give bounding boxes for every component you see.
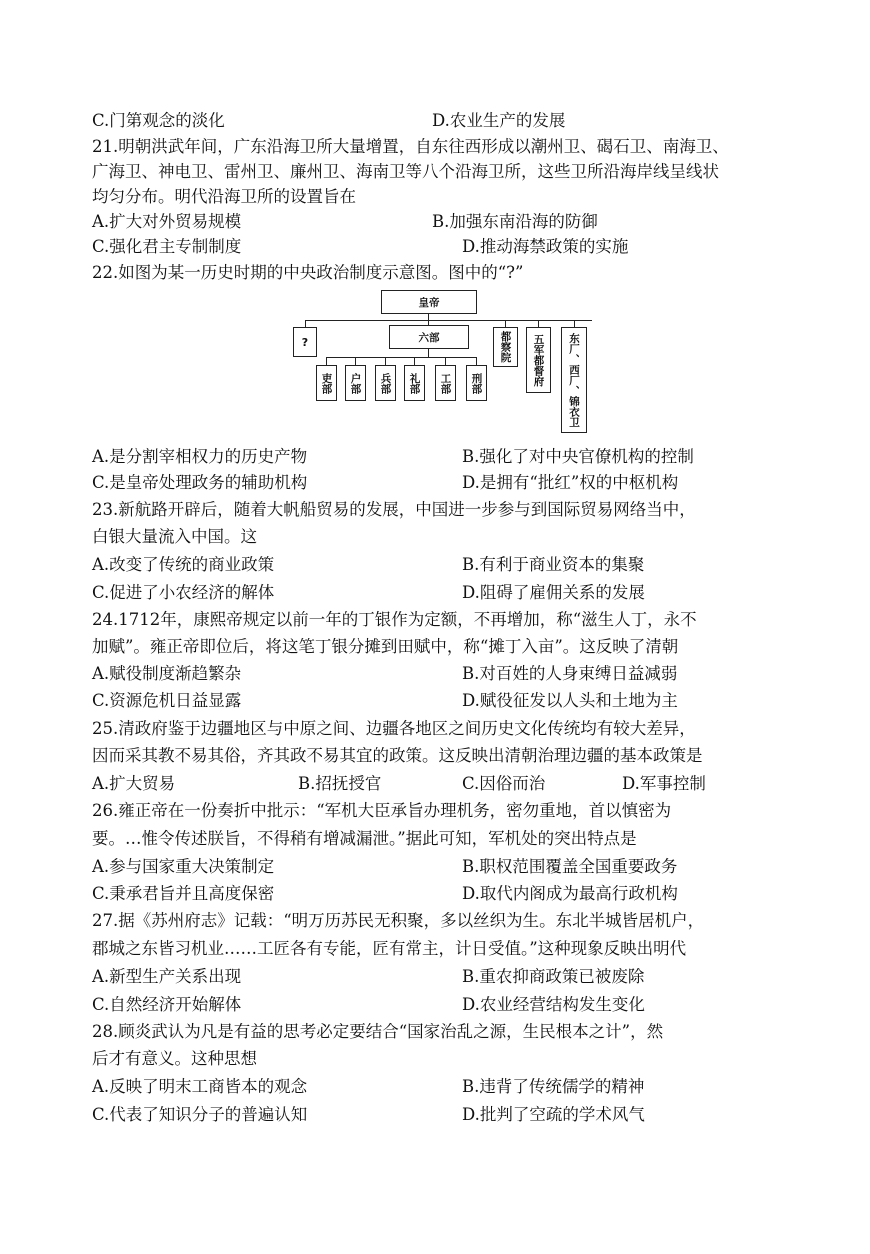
question-25: 25.清政府鉴于边疆地区与中原之间、边疆各地区之间历史文化传统均有较大差异， — [92, 719, 696, 738]
connector — [538, 320, 539, 327]
connector — [445, 357, 446, 365]
question-26: 26.雍正帝在一份奏折中批示：“军机大臣承旨办理机务，密勿重地，首以慎密为 — [92, 801, 672, 820]
text-line: 白银大量流入中国。这 — [92, 527, 257, 546]
emperor-box: 皇帝 — [381, 290, 477, 314]
option: C.促进了小农经济的解体 — [92, 583, 275, 602]
option: A.新型生产关系出现 — [92, 967, 242, 986]
ministry-box: 工部 — [435, 365, 456, 401]
option: D.农业经营结构发生变化 — [462, 995, 645, 1014]
option: C.资源危机日益显露 — [92, 691, 242, 710]
six-ministries-box: 六部 — [389, 325, 469, 349]
wujun-box: 五军都督府 — [526, 327, 551, 393]
option: B.加强东南沿海的防御 — [432, 212, 598, 231]
option: C.代表了知识分子的普遍认知 — [92, 1105, 308, 1124]
text-line: 广海卫、神电卫、雷州卫、廉州卫、海南卫等八个沿海卫所，这些卫所沿海岸线呈线状 — [92, 162, 719, 181]
connector — [305, 320, 306, 327]
text-line: 加赋”。雍正帝即位后，将这笔丁银分摊到田赋中，称“摊丁入亩”。这反映了清朝 — [92, 637, 679, 656]
question-21: 21.明朝洪武年间，广东沿海卫所大量增置，自东往西形成以潮州卫、碣石卫、南海卫、 — [92, 137, 729, 156]
text-line: C.门第观念的淡化 — [92, 111, 225, 130]
changwei-box: 东厂、西厂、锦衣卫 — [561, 327, 587, 433]
question-24: 24.1712年，康熙帝规定以前一年的丁银作为定额，不再增加，称“滋生人丁，永不 — [92, 610, 697, 629]
option: A.是分割宰相权力的历史产物 — [92, 447, 308, 466]
connector — [305, 320, 592, 321]
ministry-box: 吏部 — [316, 365, 337, 401]
connector — [355, 357, 356, 365]
option: B.招抚授官 — [298, 774, 382, 793]
option: C.秉承君旨并且高度保密 — [92, 884, 275, 903]
option: A.参与国家重大决策制定 — [92, 857, 275, 876]
option: A.扩大贸易 — [92, 774, 176, 793]
option: B.对百姓的人身束缚日益减弱 — [462, 664, 678, 683]
unknown-box: ? — [293, 327, 317, 357]
text-line: 要。…惟令传述朕旨，不得稍有增减漏泄。”据此可知，军机处的突出特点是 — [92, 829, 637, 848]
option: C.因俗而治 — [462, 774, 546, 793]
text-line: 后才有意义。这种思想 — [92, 1049, 257, 1068]
option: C.自然经济开始解体 — [92, 995, 242, 1014]
option: C.强化君主专制制度 — [92, 237, 242, 256]
option: D.阻碍了雇佣关系的发展 — [462, 583, 645, 602]
option: B.有利于商业资本的集聚 — [462, 555, 645, 574]
option: B.违背了传统儒学的精神 — [462, 1077, 645, 1096]
connector — [326, 357, 327, 365]
option: D.取代内阁成为最高行政机构 — [462, 884, 678, 903]
option: A.扩大对外贸易规模 — [92, 212, 242, 231]
text-line: 郡城之东皆习机业……工匠各有专能，匠有常主，计日受值。”这种现象反映出明代 — [92, 939, 687, 958]
political-system-diagram — [285, 288, 595, 438]
question-23: 23.新航路开辟后，随着大帆船贸易的发展，中国进一步参与到国际贸易网络当中， — [92, 500, 696, 519]
ministry-box: 兵部 — [375, 365, 396, 401]
ministry-box: 刑部 — [466, 365, 487, 401]
connector — [476, 357, 477, 365]
option: C.是皇帝处理政务的辅助机构 — [92, 473, 308, 492]
option: A.反映了明末工商皆本的观念 — [92, 1077, 308, 1096]
text-line: 均匀分布。明代沿海卫所的设置旨在 — [92, 187, 356, 206]
ministry-box: 户部 — [345, 365, 366, 401]
option: A.改变了传统的商业政策 — [92, 555, 275, 574]
question-27: 27.据《苏州府志》记载：“明万历苏民无积聚，多以丝织为生。东北半城皆居机户， — [92, 911, 705, 930]
option: B.职权范围覆盖全国重要政务 — [462, 857, 678, 876]
text-line: 因而采其教不易其俗，齐其政不易其宜的政策。这反映出清朝治理边疆的基本政策是 — [92, 746, 703, 765]
text-line: D.农业生产的发展 — [432, 111, 566, 130]
connector — [414, 357, 415, 365]
ministry-box: 礼部 — [404, 365, 425, 401]
connector — [574, 320, 575, 327]
connector — [326, 357, 476, 358]
option: A.赋役制度渐趋繁杂 — [92, 664, 242, 683]
option: D.军事控制 — [622, 774, 706, 793]
question-28: 28.顾炎武认为凡是有益的思考必定要结合“国家治乱之源，生民根本之计”，然 — [92, 1022, 664, 1041]
question-22: 22.如图为某一历史时期的中央政治制度示意图。图中的“?” — [92, 263, 524, 282]
option: D.推动海禁政策的实施 — [462, 237, 629, 256]
option: D.赋役征发以人头和土地为主 — [462, 691, 678, 710]
connector — [505, 320, 506, 327]
option: D.批判了空疏的学术风气 — [462, 1105, 645, 1124]
duchayuan-box: 都察院 — [493, 327, 518, 367]
option: B.强化了对中央官僚机构的控制 — [462, 447, 694, 466]
option: D.是拥有“批红”权的中枢机构 — [462, 473, 679, 492]
option: B.重农抑商政策已被废除 — [462, 967, 645, 986]
connector — [385, 357, 386, 365]
